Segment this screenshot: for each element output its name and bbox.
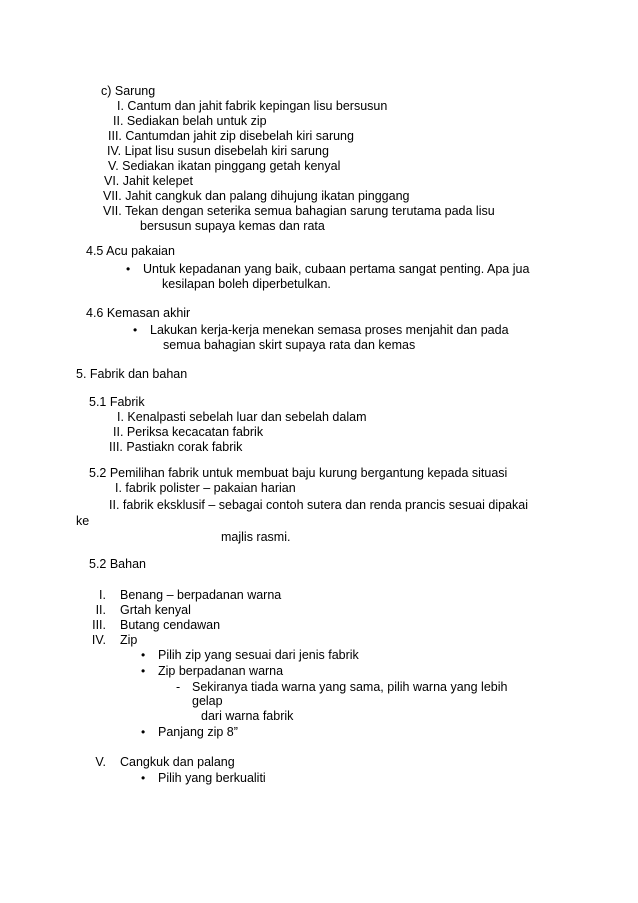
section-c-heading: c) Sarung	[101, 84, 156, 98]
zip-dash-line-3: dari warna fabrik	[201, 709, 294, 723]
fabrik-step-3: III. Pastiakn corak fabrik	[109, 440, 243, 454]
bahan-item-butang: Butang cendawan	[120, 618, 221, 632]
pemilihan-item-2-wrap: ke	[76, 514, 90, 528]
bahan-numeral-2: II.	[95, 603, 106, 617]
acu-pakaian-bullet-continuation: kesilapan boleh diperbetulkan.	[162, 277, 331, 291]
section-5-heading: 5. Fabrik dan bahan	[76, 367, 188, 381]
sarung-step-2: II. Sediakan belah untuk zip	[113, 114, 267, 128]
bahan-item-cangkuk: Cangkuk dan palang	[120, 755, 235, 769]
bahan-numeral-3: III.	[92, 618, 106, 632]
section-4-5-heading: 4.5 Acu pakaian	[86, 244, 175, 258]
section-5-2-bahan-heading: 5.2 Bahan	[89, 557, 146, 571]
section-4-6-heading: 4.6 Kemasan akhir	[86, 306, 191, 320]
sarung-step-6: VI. Jahit kelepet	[104, 174, 193, 188]
fabrik-step-1: I. Kenalpasti sebelah luar dan sebelah dalam	[117, 410, 367, 424]
zip-bullet-2: • Zip berpadanan warna	[158, 664, 283, 679]
bahan-item-benang: Benang – berpadanan warna	[120, 588, 282, 602]
sarung-step-8: VII. Tekan dengan seterika semua bahagian sarung terutama pada lisu	[103, 204, 495, 218]
section-5-2-pemilihan-heading: 5.2 Pemilihan fabrik untuk membuat baju kurung bergantung kepada situasi	[89, 466, 508, 480]
bahan-item-getah: Grtah kenyal	[120, 603, 191, 617]
acu-pakaian-bullet: • Untuk kepadanan yang baik, cubaan pertama sangat penting. Apa jua	[143, 262, 529, 277]
sarung-step-1: I. Cantum dan jahit fabrik kepingan lisu bersusun	[117, 99, 388, 113]
cangkuk-bullet: • Pilih yang berkualiti	[158, 771, 266, 786]
bahan-item-zip: Zip	[120, 633, 138, 647]
kemasan-akhir-bullet-continuation: semua bahagian skirt supaya rata dan kemas	[163, 338, 416, 352]
sarung-step-7: VII. Jahit cangkuk dan palang dihujung ikatan pinggang	[103, 189, 410, 203]
pemilihan-item-2-continuation: majlis rasmi.	[221, 530, 291, 544]
pemilihan-item-1: I. fabrik polister – pakaian harian	[115, 481, 296, 495]
pemilihan-item-2: II. fabrik eksklusif – sebagai contoh sutera dan renda prancis sesuai dipakai	[109, 498, 528, 512]
zip-dash-line-1: Sekiranya tiada warna yang sama, pilih warna yang lebih	[192, 680, 508, 694]
zip-bullet-3: • Panjang zip 8”	[158, 725, 238, 740]
sarung-step-4: IV. Lipat lisu susun disebelah kiri sarung	[107, 144, 329, 158]
fabrik-step-2: II. Periksa kecacatan fabrik	[113, 425, 264, 439]
sarung-step-3: III. Cantumdan jahit zip disebelah kiri sarung	[108, 129, 354, 143]
zip-dash-line-2: gelap	[192, 694, 223, 708]
section-5-1-heading: 5.1 Fabrik	[89, 395, 145, 409]
bahan-numeral-4: IV.	[91, 633, 106, 647]
kemasan-akhir-bullet: • Lakukan kerja-kerja menekan semasa proses menjahit dan pada	[150, 323, 509, 338]
sarung-step-5: V. Sediakan ikatan pinggang getah kenyal	[108, 159, 341, 173]
bahan-numeral-5: V.	[95, 755, 106, 769]
zip-bullet-1: • Pilih zip yang sesuai dari jenis fabrik	[158, 648, 359, 663]
bahan-numeral-1: I.	[99, 588, 106, 602]
sarung-step-8-continuation: bersusun supaya kemas dan rata	[140, 219, 325, 233]
zip-dash-marker: -	[176, 680, 181, 694]
